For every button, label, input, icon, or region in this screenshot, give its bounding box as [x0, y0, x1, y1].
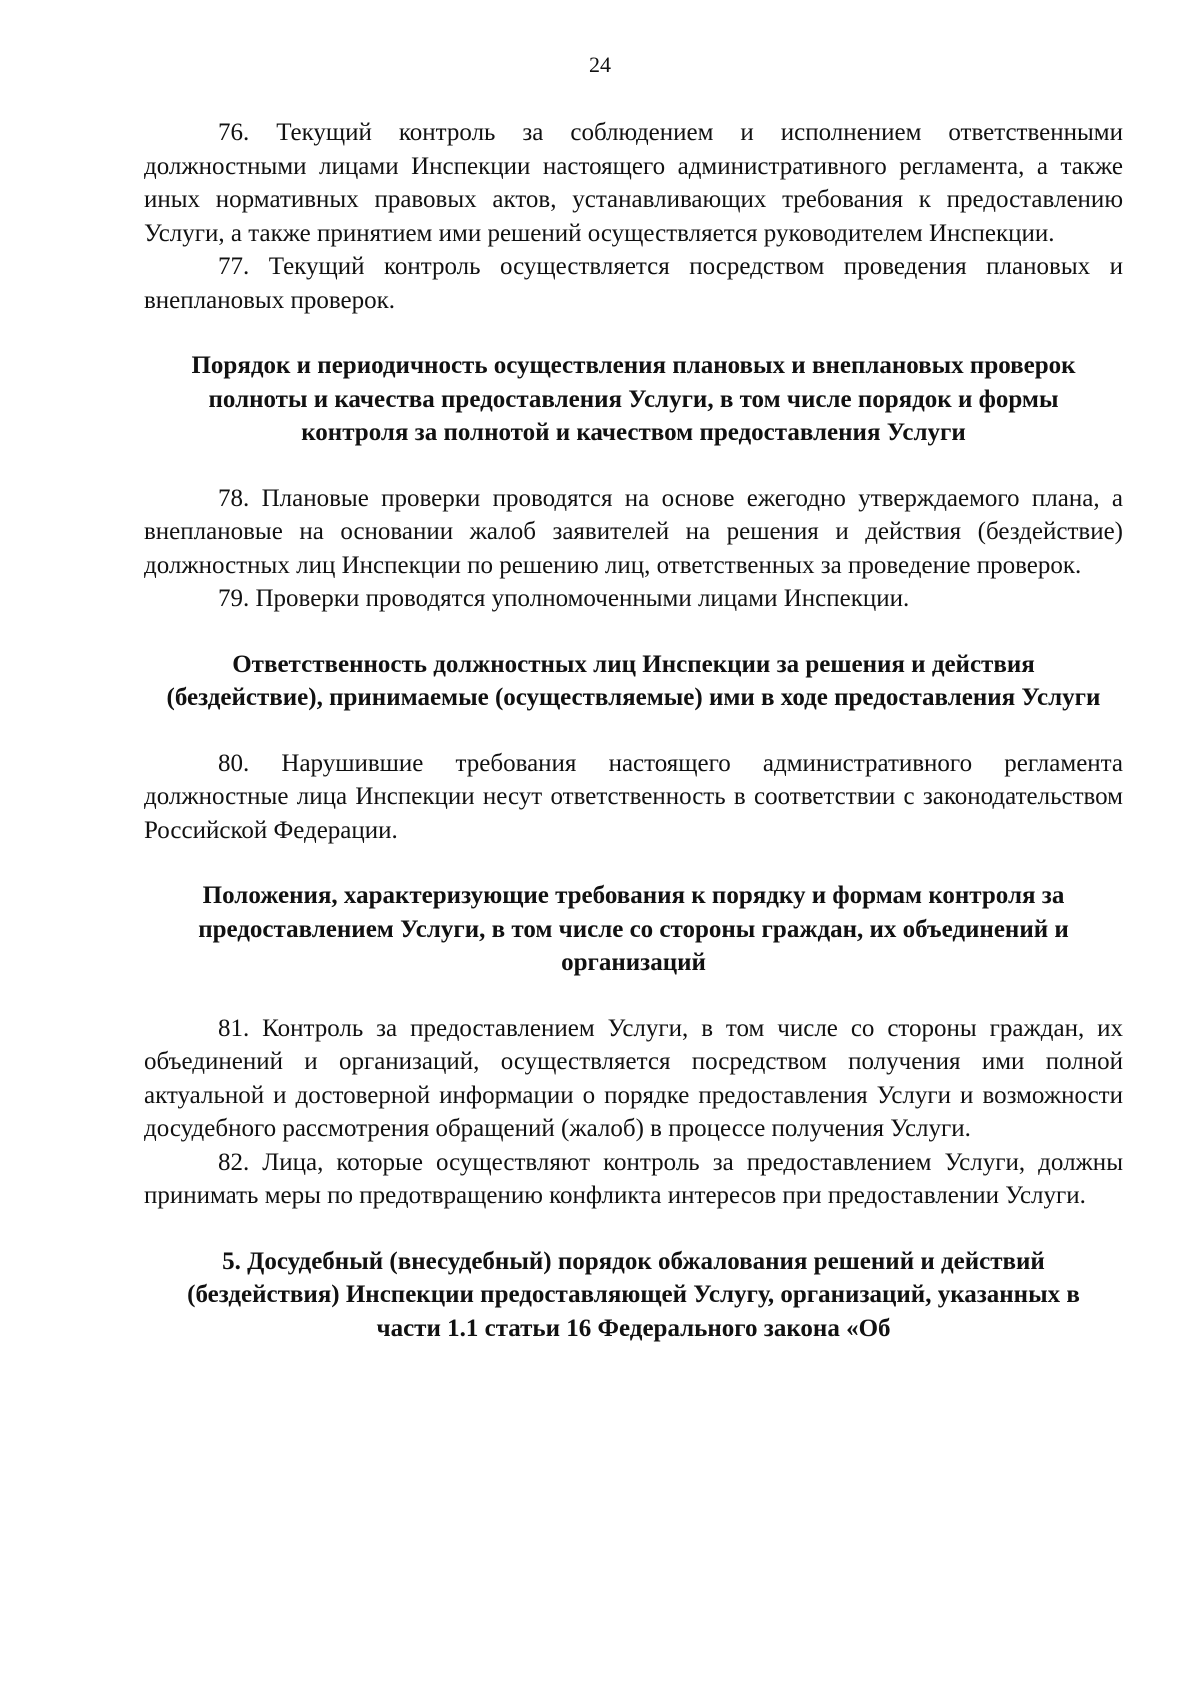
paragraph-79: 79. Проверки проводятся уполномоченными лицами Инспекции. — [218, 585, 910, 612]
paragraph-78: 78. Плановые проверки проводятся на основе ежегодно утверждаемого плана, а внеплановые на основании жалоб заявителей на решения и действия (бездействие) должностных лиц Инспекции по решению лиц, ответственных за проведение проверок. — [144, 484, 1123, 579]
paragraph-81: 81. Контроль за предоставлением Услуги, в том числе со стороны граждан, их объединений и организаций, осуществляется посредством получения ими полной актуальной и достоверной информации о порядке предоставления Услуги и возможности досудебного рассмотрения обращений (жалоб) в процессе получения Услуги. — [144, 1014, 1123, 1142]
section-heading-responsibility: Ответственность должностных лиц Инспекции за решения и действия (бездействие), принимаемые (осуществляемые) ими в ходе предоставления Услуги — [166, 650, 1101, 711]
section-heading-control-requirements: Положения, характеризующие требования к порядку и формам контроля за предоставлением Услуги, в том числе со стороны граждан, их объединений и организаций — [198, 882, 1069, 976]
section-heading-inspection-order: Порядок и периодичность осуществления плановых и внеплановых проверок полноты и качества предоставления Услуги, в том числе порядок и формы контроля за полнотой и качеством предоставления Услуги — [191, 352, 1076, 446]
paragraph-82: 82. Лица, которые осуществляют контроль за предоставлением Услуги, должны принимать меры по предотвращению конфликта интересов при предоставлении Услуги. — [144, 1148, 1123, 1209]
paragraph-77: 77. Текущий контроль осуществляется посредством проведения плановых и внеплановых проверок. — [144, 253, 1123, 314]
page-number: 24 — [589, 52, 611, 77]
document-body — [144, 116, 1123, 1345]
section-heading-pretrial-appeal: 5. Досудебный (внесудебный) порядок обжалования решений и действий (бездействия) Инспекции предоставляющей Услугу, организаций, указанных в части 1.1 статьи 16 Федерального закона «Об — [187, 1247, 1080, 1342]
paragraph-80: 80. Нарушившие требования настоящего административного регламента должностные лица Инспекции несут ответственность в соответствии с законодательством Российской Федерации. — [144, 749, 1123, 844]
paragraph-76: 76. Текущий контроль за соблюдением и исполнением ответственными должностными лицами Инспекции настоящего административного регламента, а также иных нормативных правовых актов, устанавливающих требования к предоставлению Услуги, а также принятием ими решений осуществляется руководителем Инспекции. — [144, 119, 1123, 247]
